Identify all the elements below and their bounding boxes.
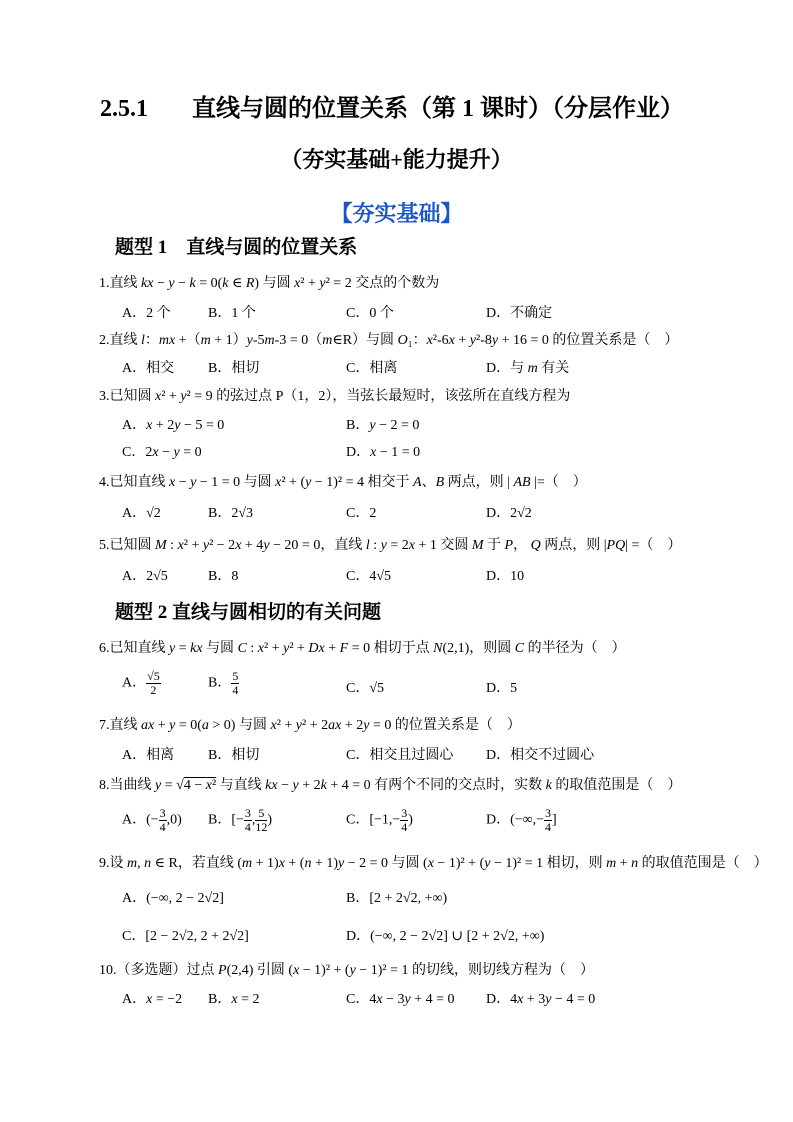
question-4-option-d: D．2√2 bbox=[486, 506, 532, 521]
lesson-title: 直线与圆的位置关系（第 1 课时）（分层作业） bbox=[192, 96, 684, 122]
question-6-option-d: D．5 bbox=[486, 681, 518, 696]
question-10-option-a: A．x = −2 bbox=[122, 992, 183, 1007]
question-5-option-b: B．8 bbox=[208, 569, 239, 584]
question-5-option-c: C．4√5 bbox=[346, 569, 392, 584]
question-7: 7.直线 ax + y = 0(a > 0) 与圆 x² + y² + 2ax + 2y = 0 的位置关系是（ ） bbox=[99, 718, 521, 733]
question-8-option-b: B．[− $\frac{3}{4}$ , $\frac{5}{12}$ ) bbox=[208, 806, 273, 834]
type-heading-1: 题型 1 直线与圆的位置关系 bbox=[115, 237, 358, 258]
question-4-option-a: A．√2 bbox=[122, 506, 161, 521]
question-7-option-d: D．相交不过圆心 bbox=[486, 748, 595, 763]
question-6-option-b: B． $\frac{5}{4}$ bbox=[208, 669, 239, 697]
question-3-option-a: A．x + 2y − 5 = 0 bbox=[122, 418, 225, 433]
question-8: 8.当曲线 y = √4 − x² 与直线 kx − y + 2k + 4 = 0 有两个不同的交点时，实数 k 的取值范围是（ ） bbox=[99, 778, 682, 793]
question-2-option-c: C．相离 bbox=[346, 361, 398, 376]
question-8-option-a: A．(− $\frac{3}{4}$ ,0) bbox=[122, 806, 182, 834]
question-9-option-b: B．[2 + 2√2, +∞) bbox=[346, 891, 448, 906]
question-1: 1.直线 kx − y − k = 0(k ∈ R) 与圆 x² + y² = 2 交点的个数为 bbox=[99, 276, 440, 291]
question-9-option-d: D．(−∞, 2 − 2√2] ∪ [2 + 2√2, +∞) bbox=[346, 929, 545, 944]
question-3-option-c: C．2x − y = 0 bbox=[122, 445, 202, 460]
question-2-option-d: D．与 m 有关 bbox=[486, 361, 570, 376]
question-3: 3.已知圆 x² + y² = 9 的弦过点 P（1，2），当弦长最短时，该弦所在直线方程为 bbox=[99, 389, 571, 404]
question-8-option-d: D．(−∞,− $\frac{3}{4}$ ] bbox=[486, 806, 557, 834]
question-1-option-d: D．不确定 bbox=[486, 306, 553, 321]
question-4-option-c: C．2 bbox=[346, 506, 377, 521]
page-title bbox=[100, 88, 750, 123]
question-1-option-b: B．1 个 bbox=[208, 306, 256, 321]
question-4: 4.已知直线 x − y − 1 = 0 与圆 x² + (y − 1)² = 4 相交于 A、B 两点，则 | AB |=（ ） bbox=[99, 475, 587, 490]
question-10-option-b: B．x = 2 bbox=[208, 992, 260, 1007]
type-heading-2: 题型 2 直线与圆相切的有关问题 bbox=[115, 602, 382, 623]
question-1-option-c: C．0 个 bbox=[346, 306, 394, 321]
question-6-option-c: C．√5 bbox=[346, 681, 385, 696]
question-2: 2.直线 l：mx +（m + 1）y-5m-3 = 0（m∈R）与圆 O₁：x²-6x + y²-8y + 16 = 0 的位置关系是（ ） bbox=[99, 333, 679, 348]
question-9-option-a: A．(−∞, 2 − 2√2] bbox=[122, 891, 224, 906]
question-1-option-a: A．2 个 bbox=[122, 306, 171, 321]
question-5: 5.已知圆 M : x² + y² − 2x + 4y − 20 = 0，直线 l : y = 2x + 1 交圆 M 于 P， Q 两点，则 |PQ| =（ ） bbox=[99, 538, 682, 553]
question-9-option-c: C．[2 − 2√2, 2 + 2√2] bbox=[122, 929, 249, 944]
section-heading: 【夯实基础】 bbox=[330, 201, 463, 226]
question-6: 6.已知直线 y = kx 与圆 C : x² + y² + Dx + F = 0 相切于点 N(2,1)，则圆 C 的半径为（ ） bbox=[99, 641, 626, 656]
page-subtitle: （夯实基础+能力提升） bbox=[280, 147, 513, 172]
question-3-option-d: D．x − 1 = 0 bbox=[346, 445, 421, 460]
question-10-option-c: C．4x − 3y + 4 = 0 bbox=[346, 992, 455, 1007]
question-2-option-b: B．相切 bbox=[208, 361, 260, 376]
question-10: 10.（多选题）过点 P(2,4) 引圆 (x − 1)² + (y − 1)² = 1 的切线，则切线方程为（ ） bbox=[99, 963, 594, 978]
question-5-option-d: D．10 bbox=[486, 569, 525, 584]
question-3-option-b: B．y − 2 = 0 bbox=[346, 418, 420, 433]
question-7-option-c: C．相交且过圆心 bbox=[346, 748, 454, 763]
question-2-option-a: A．相交 bbox=[122, 361, 175, 376]
lesson-number: 2.5.1 bbox=[100, 96, 148, 122]
question-4-option-b: B．2√3 bbox=[208, 506, 254, 521]
question-5-option-a: A．2√5 bbox=[122, 569, 168, 584]
question-7-option-a: A．相离 bbox=[122, 748, 175, 763]
question-9: 9.设 m, n ∈ R，若直线 (m + 1)x + (n + 1)y − 2 = 0 与圆 (x − 1)² + (y − 1)² = 1 相切，则 m + n 的取值范围是（ ） bbox=[99, 856, 768, 871]
question-8-option-c: C．[−1,− $\frac{3}{4}$ ) bbox=[346, 806, 413, 834]
question-10-option-d: D．4x + 3y − 4 = 0 bbox=[486, 992, 596, 1007]
question-7-option-b: B．相切 bbox=[208, 748, 260, 763]
question-6-option-a: A． $\frac{√5}{2}$ bbox=[122, 669, 160, 697]
